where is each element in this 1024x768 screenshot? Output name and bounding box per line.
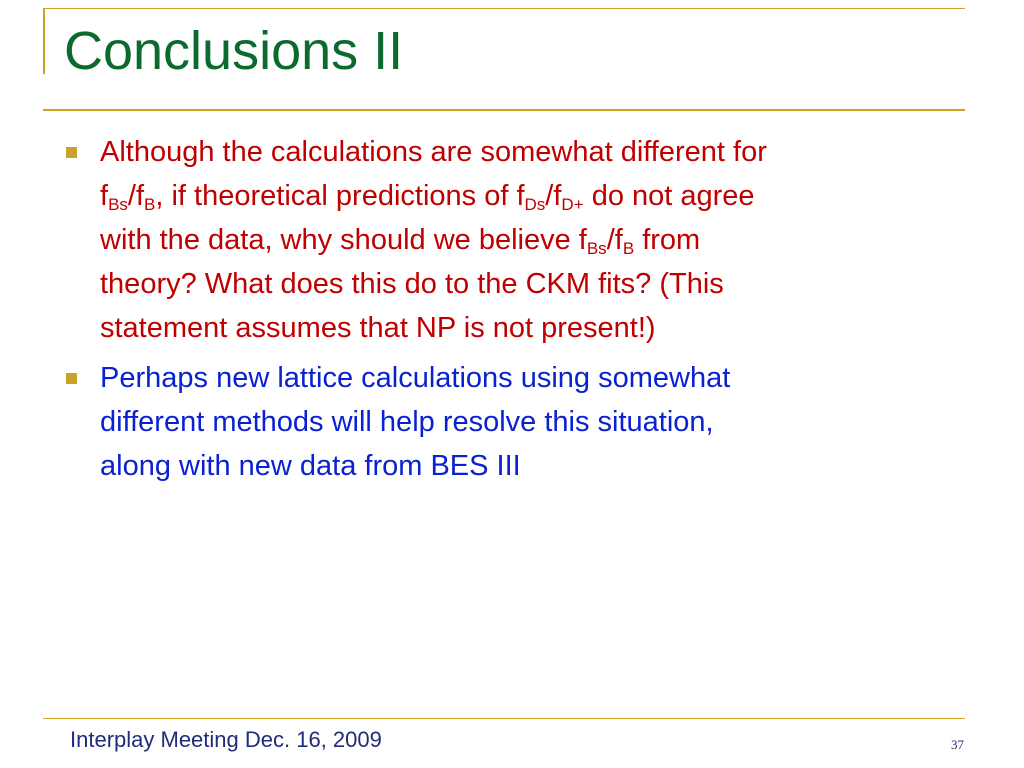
subscript: B <box>622 239 635 258</box>
text-fragment: /f <box>606 224 623 256</box>
top-decoration-line <box>43 8 965 9</box>
bullet-1-line-5: statement assumes that NP is not present!) <box>100 312 656 344</box>
bullet-list <box>66 130 966 494</box>
text-fragment: /f <box>545 180 562 212</box>
bullet-1-line-1: Although the calculations are somewhat different for <box>100 136 767 168</box>
text-fragment: from <box>634 224 701 256</box>
bullet-1-line-4: theory? What does this do to the CKM fits? (This <box>100 268 724 300</box>
bullet-1-line-2 <box>100 180 755 212</box>
bullet-item-2 <box>66 356 966 488</box>
text-fragment: with the data, why should we believe f <box>100 224 587 256</box>
square-bullet-icon <box>66 147 77 158</box>
bullet-2-line-1: Perhaps new lattice calculations using somewhat <box>100 362 731 394</box>
text-fragment: f <box>100 180 109 212</box>
page-number: 37 <box>951 737 964 752</box>
bullet-2-line-2: different methods will help resolve this situation, <box>100 406 714 438</box>
left-decoration-line <box>43 8 45 74</box>
subscript: B <box>144 195 156 214</box>
bullet-1-line-3 <box>100 224 700 256</box>
subscript: D+ <box>561 195 584 214</box>
bullet-1-text <box>100 130 966 350</box>
subscript: Ds <box>524 195 546 214</box>
title-underline <box>43 109 965 111</box>
bullet-item-1 <box>66 130 966 350</box>
text-fragment: , if theoretical predictions of f <box>155 180 525 212</box>
subscript: Bs <box>586 239 607 258</box>
bullet-2-text <box>100 356 966 488</box>
text-fragment: /f <box>127 180 145 212</box>
square-bullet-icon <box>66 373 77 384</box>
footer-divider <box>43 718 965 719</box>
bullet-2-line-3: along with new data from BES III <box>100 450 521 482</box>
slide-title: Conclusions II <box>64 21 404 81</box>
text-fragment: do not agree <box>583 180 755 212</box>
footer-text: Interplay Meeting Dec. 16, 2009 <box>70 727 382 752</box>
subscript: Bs <box>108 195 128 214</box>
